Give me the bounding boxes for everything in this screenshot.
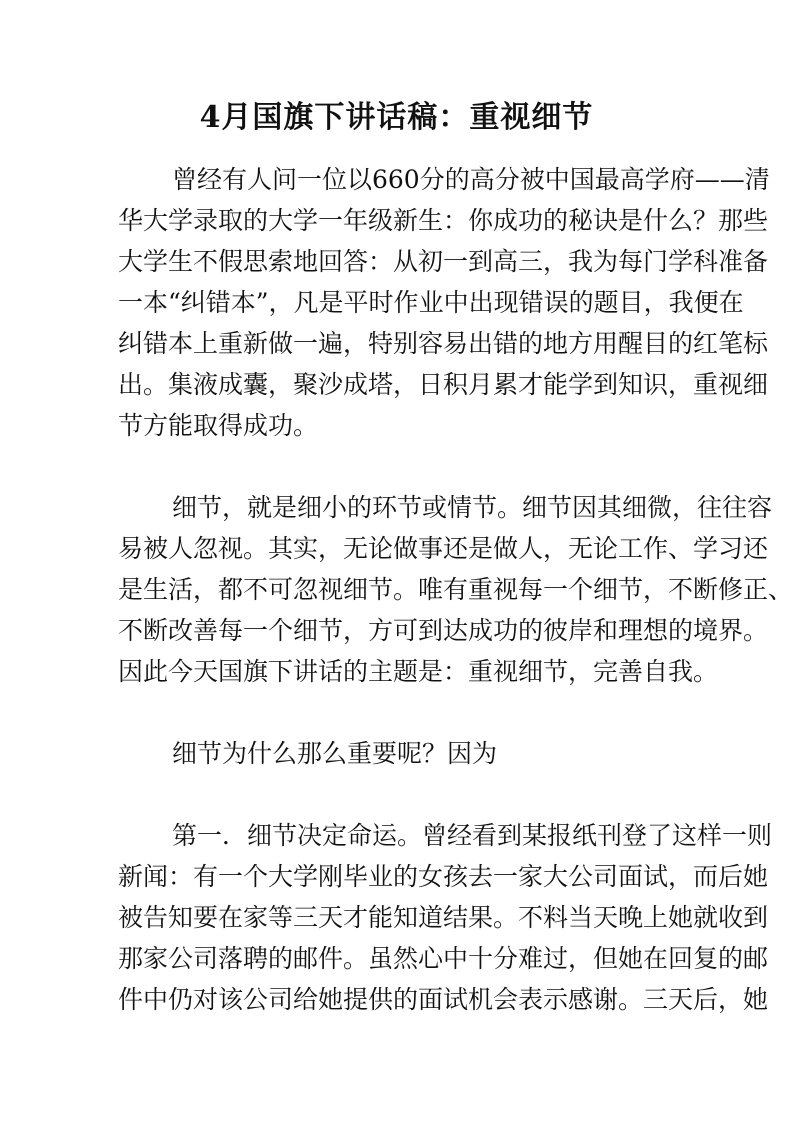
text-line: 因此今天国旗下讲话的主题是：重视细节，完善自我。: [118, 657, 719, 686]
paragraph-1: [118, 159, 770, 446]
text-line: 第一．细节决定命运。曾经看到某报纸刊登了这样一则: [172, 821, 773, 850]
text-line: 新闻：有一个大学刚毕业的女孩去一家大公司面试，而后她: [118, 862, 769, 891]
text-line: 曾经有人问一位以660分的高分被中国最高学府——清: [172, 165, 770, 194]
text-line: 出。集液成囊，聚沙成塔，日积月累才能学到知识，重视细: [118, 370, 769, 399]
text-line: 是生活，都不可忽视细节。唯有重视每一个细节，不断修正、: [118, 575, 793, 604]
paragraph-2: [118, 487, 793, 692]
paragraph-3: [118, 733, 684, 774]
text-line: 细节为什么那么重要呢？因为: [172, 739, 498, 768]
text-line: 件中仍对该公司给她提供的面试机会表示感谢。三天后，她: [118, 985, 769, 1014]
text-line: 华大学录取的大学一年级新生：你成功的秘诀是什么？那些: [118, 206, 769, 235]
text-line: 易被人忽视。其实，无论做事还是做人，无论工作、学习还: [118, 534, 769, 563]
document-body: [118, 159, 793, 1061]
text-line: 那家公司落聘的邮件。虽然心中十分难过，但她在回复的邮: [118, 944, 769, 973]
document-title: 4月国旗下讲话稿：重视细节: [199, 100, 594, 135]
text-line: 大学生不假思索地回答：从初一到高三，我为每门学科准备: [118, 247, 769, 276]
text-line: 不断改善每一个细节，方可到达成功的彼岸和理想的境界。: [118, 616, 769, 645]
text-line: 被告知要在家等三天才能知道结果。不料当天晚上她就收到: [118, 903, 769, 932]
paragraph-4: [118, 815, 773, 1020]
text-line: 纠错本上重新做一遍，特别容易出错的地方用醒目的红笔标: [118, 329, 769, 358]
text-line: 细节，就是细小的环节或情节。细节因其细微，往往容: [172, 493, 773, 522]
text-line: 节方能取得成功。: [118, 411, 319, 440]
text-line: 一本“纠错本”，凡是平时作业中出现错误的题目，我便在: [118, 288, 744, 317]
